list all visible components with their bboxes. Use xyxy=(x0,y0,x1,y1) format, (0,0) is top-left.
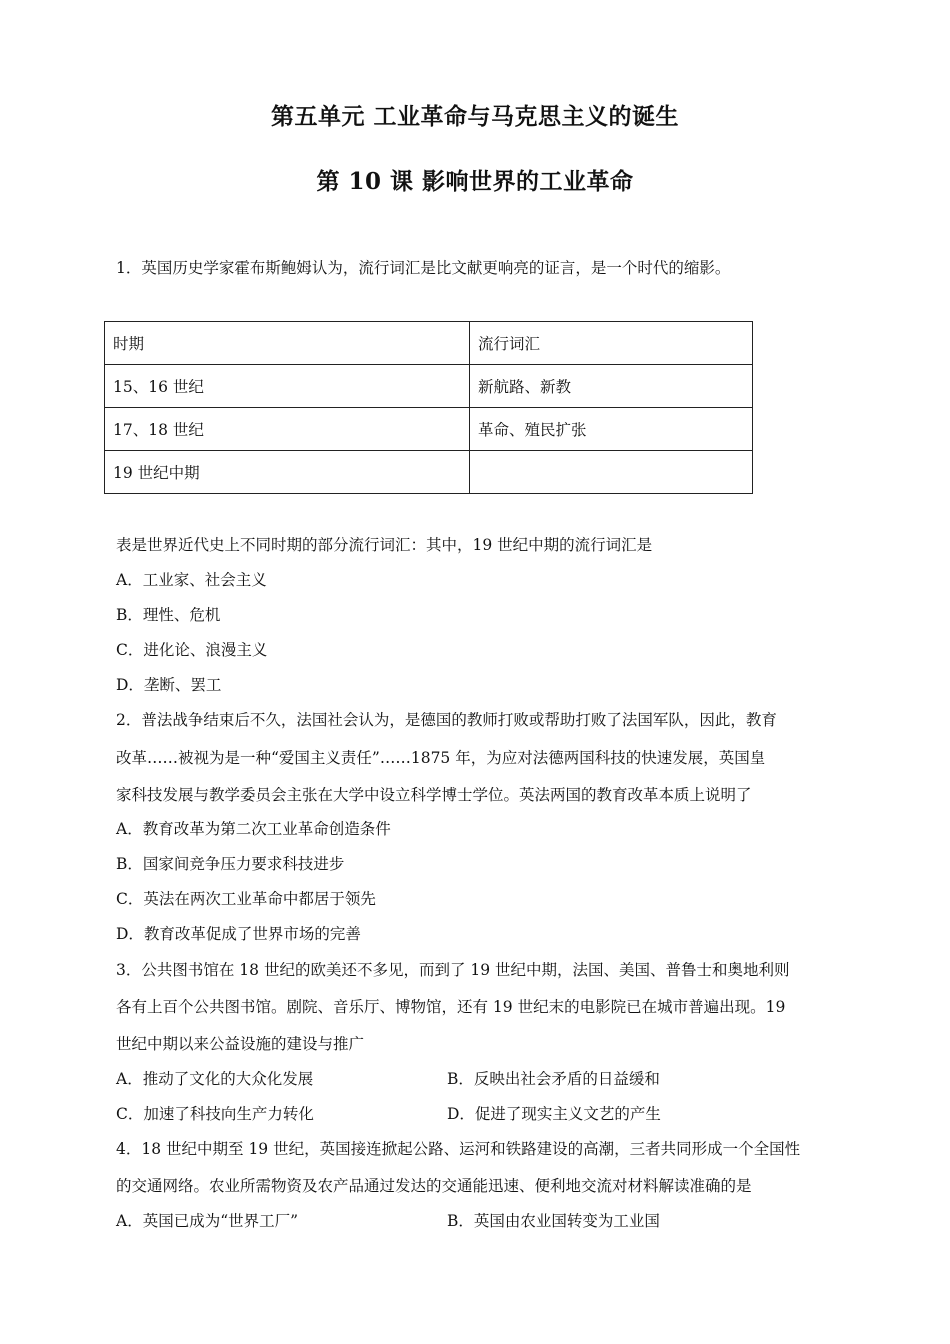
q3-stem-line: 各有上百个公共图书馆。剧院、音乐厅、博物馆，还有 19 世纪末的电影院已在城市普遍出现。19 xyxy=(116,998,786,1016)
q2-option-a: A．教育改革为第二次工业革命创造条件 xyxy=(116,820,391,838)
table-cell: 革命、殖民扩张 xyxy=(470,408,753,451)
table-row xyxy=(105,451,753,494)
q2-option-b: B．国家间竞争压力要求科技进步 xyxy=(116,855,345,873)
q2-option-c: C．英法在两次工业革命中都居于领先 xyxy=(116,890,376,908)
table-header-cell: 流行词汇 xyxy=(470,322,753,365)
unit-title: 第五单元 工业革命与马克思主义的诞生 xyxy=(270,103,679,130)
q3-option-a: A．推动了文化的大众化发展 xyxy=(116,1070,314,1088)
table-cell: 17、18 世纪 xyxy=(105,408,470,451)
q1-option-b: B．理性、危机 xyxy=(116,606,221,624)
q3-stem-line: 世纪中期以来公益设施的建设与推广 xyxy=(116,1035,365,1053)
q3-option-b: B．反映出社会矛盾的日益缓和 xyxy=(447,1070,660,1088)
q1-stem: 1．英国历史学家霍布斯鲍姆认为，流行词汇是比文献更响亮的证言，是一个时代的缩影。 xyxy=(116,259,731,277)
table-cell: 19 世纪中期 xyxy=(105,451,470,494)
q3-option-c: C．加速了科技向生产力转化 xyxy=(116,1105,314,1123)
q3-option-d: D．促进了现实主义文艺的产生 xyxy=(447,1105,661,1123)
q3-stem-line: 3．公共图书馆在 18 世纪的欧美还不多见，而到了 19 世纪中期，法国、美国、普鲁士和奥地利则 xyxy=(116,961,790,979)
q4-stem-line: 4．18 世纪中期至 19 世纪，英国接连掀起公路、运河和铁路建设的高潮，三者共同形成一个全国性 xyxy=(116,1140,801,1158)
vocab-table xyxy=(104,321,753,494)
q1-option-d: D．垄断、罢工 xyxy=(116,676,222,694)
table-row xyxy=(105,408,753,451)
q2-option-d: D．教育改革促成了世界市场的完善 xyxy=(116,925,361,943)
table-cell xyxy=(470,451,753,494)
table-header-cell: 时期 xyxy=(105,322,470,365)
q4-option-b: B．英国由农业国转变为工业国 xyxy=(447,1212,660,1230)
q1-followup: 表是世界近代史上不同时期的部分流行词汇：其中，19 世纪中期的流行词汇是 xyxy=(116,536,653,554)
q4-option-a: A．英国已成为“世界工厂” xyxy=(116,1212,299,1230)
lesson-title: 第 10 课 影响世界的工业革命 xyxy=(316,168,634,195)
q1-option-a: A．工业家、社会主义 xyxy=(116,571,267,589)
q2-stem-line: 改革……被视为是一种“爱国主义责任”……1875 年，为应对法德两国科技的快速发展，英国皇 xyxy=(116,749,766,767)
q4-stem-line: 的交通网络。农业所需物资及农产品通过发达的交通能迅速、便利地交流对材料解读准确的是 xyxy=(116,1177,752,1195)
table-row xyxy=(105,365,753,408)
q2-stem-line: 2．普法战争结束后不久，法国社会认为，是德国的教师打败或帮助打败了法国军队，因此，教育 xyxy=(116,711,777,729)
table-cell: 新航路、新教 xyxy=(470,365,753,408)
table-cell: 15、16 世纪 xyxy=(105,365,470,408)
q1-option-c: C．进化论、浪漫主义 xyxy=(116,641,268,659)
table-header-row xyxy=(105,322,753,365)
q2-stem-line: 家科技发展与教学委员会主张在大学中设立科学博士学位。英法两国的教育改革本质上说明了 xyxy=(116,786,752,804)
